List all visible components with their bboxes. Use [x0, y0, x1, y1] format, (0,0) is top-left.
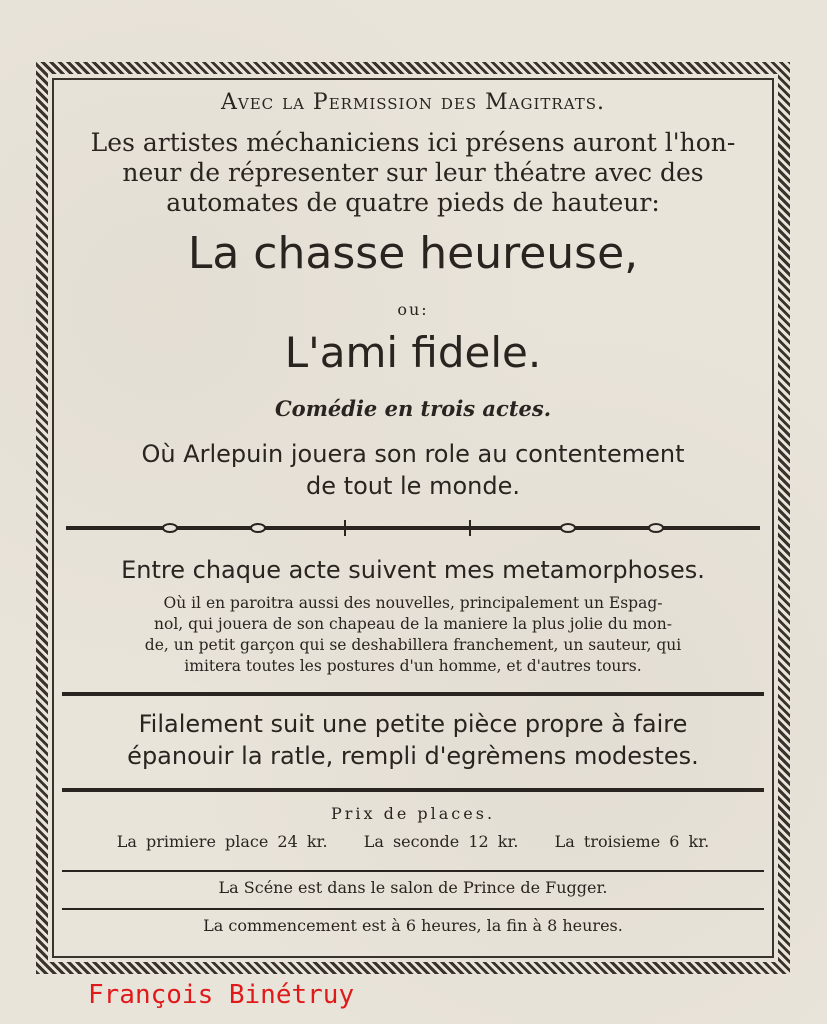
finale-line-2: épanouir la ratle, rempli d'egrèmens modestes. — [127, 742, 699, 770]
intro-line-1: Les artistes méchaniciens ici présens auront l'hon- — [90, 128, 736, 157]
prices-heading: Prix de places. — [330, 804, 496, 823]
divider-rule — [62, 692, 764, 696]
divider-rule — [62, 788, 764, 792]
price-second: La seconde 12 kr. — [363, 832, 519, 851]
arlequin-line-1: Où Arlepuin jouera son role au contentement — [141, 440, 685, 468]
arlequin-line-2: de tout le monde. — [306, 472, 520, 500]
title-genre: Comédie en trois actes. — [274, 396, 552, 421]
title-main: La chasse heureuse, — [187, 228, 639, 279]
price-first: La primiere place 24 kr. — [116, 832, 328, 851]
metamorphoses-line-4: imitera toutes les postures d'un homme, et d'autres tours. — [184, 657, 642, 675]
metamorphoses-heading: Entre chaque acte suivent mes metamorphoses. — [121, 556, 705, 584]
intro-line-3: automates de quatre pieds de hauteur: — [166, 188, 660, 217]
divider-rule — [62, 870, 764, 872]
ornamental-divider — [62, 518, 764, 538]
metamorphoses-line-1: Où il en paroitra aussi des nouvelles, principalement un Espag- — [163, 594, 663, 612]
divider-rule — [62, 908, 764, 910]
schedule: La commencement est à 6 heures, la fin à 8 heures. — [203, 916, 623, 935]
prices-row — [62, 832, 764, 851]
poster-content — [62, 88, 764, 948]
metamorphoses-line-2: nol, qui jouera de son chapeau de la maniere la plus jolie du mon- — [154, 615, 672, 633]
metamorphoses-line-3: de, un petit garçon qui se deshabillera franchement, un sauteur, qui — [144, 636, 682, 654]
title-or: ou: — [397, 300, 429, 319]
scene-location: La Scéne est dans le salon de Prince de Fugger. — [218, 878, 608, 897]
permission-heading: Avec la Permission des Magitrats. — [221, 90, 605, 115]
finale-line-1: Filalement suit une petite pièce propre à faire — [138, 710, 688, 738]
intro-line-2: neur de répresenter sur leur théatre avec des — [122, 158, 704, 187]
price-third: La troisieme 6 kr. — [554, 832, 710, 851]
title-alt: L'ami fidele. — [284, 328, 542, 377]
signature-watermark: François Binétruy — [88, 980, 355, 1010]
